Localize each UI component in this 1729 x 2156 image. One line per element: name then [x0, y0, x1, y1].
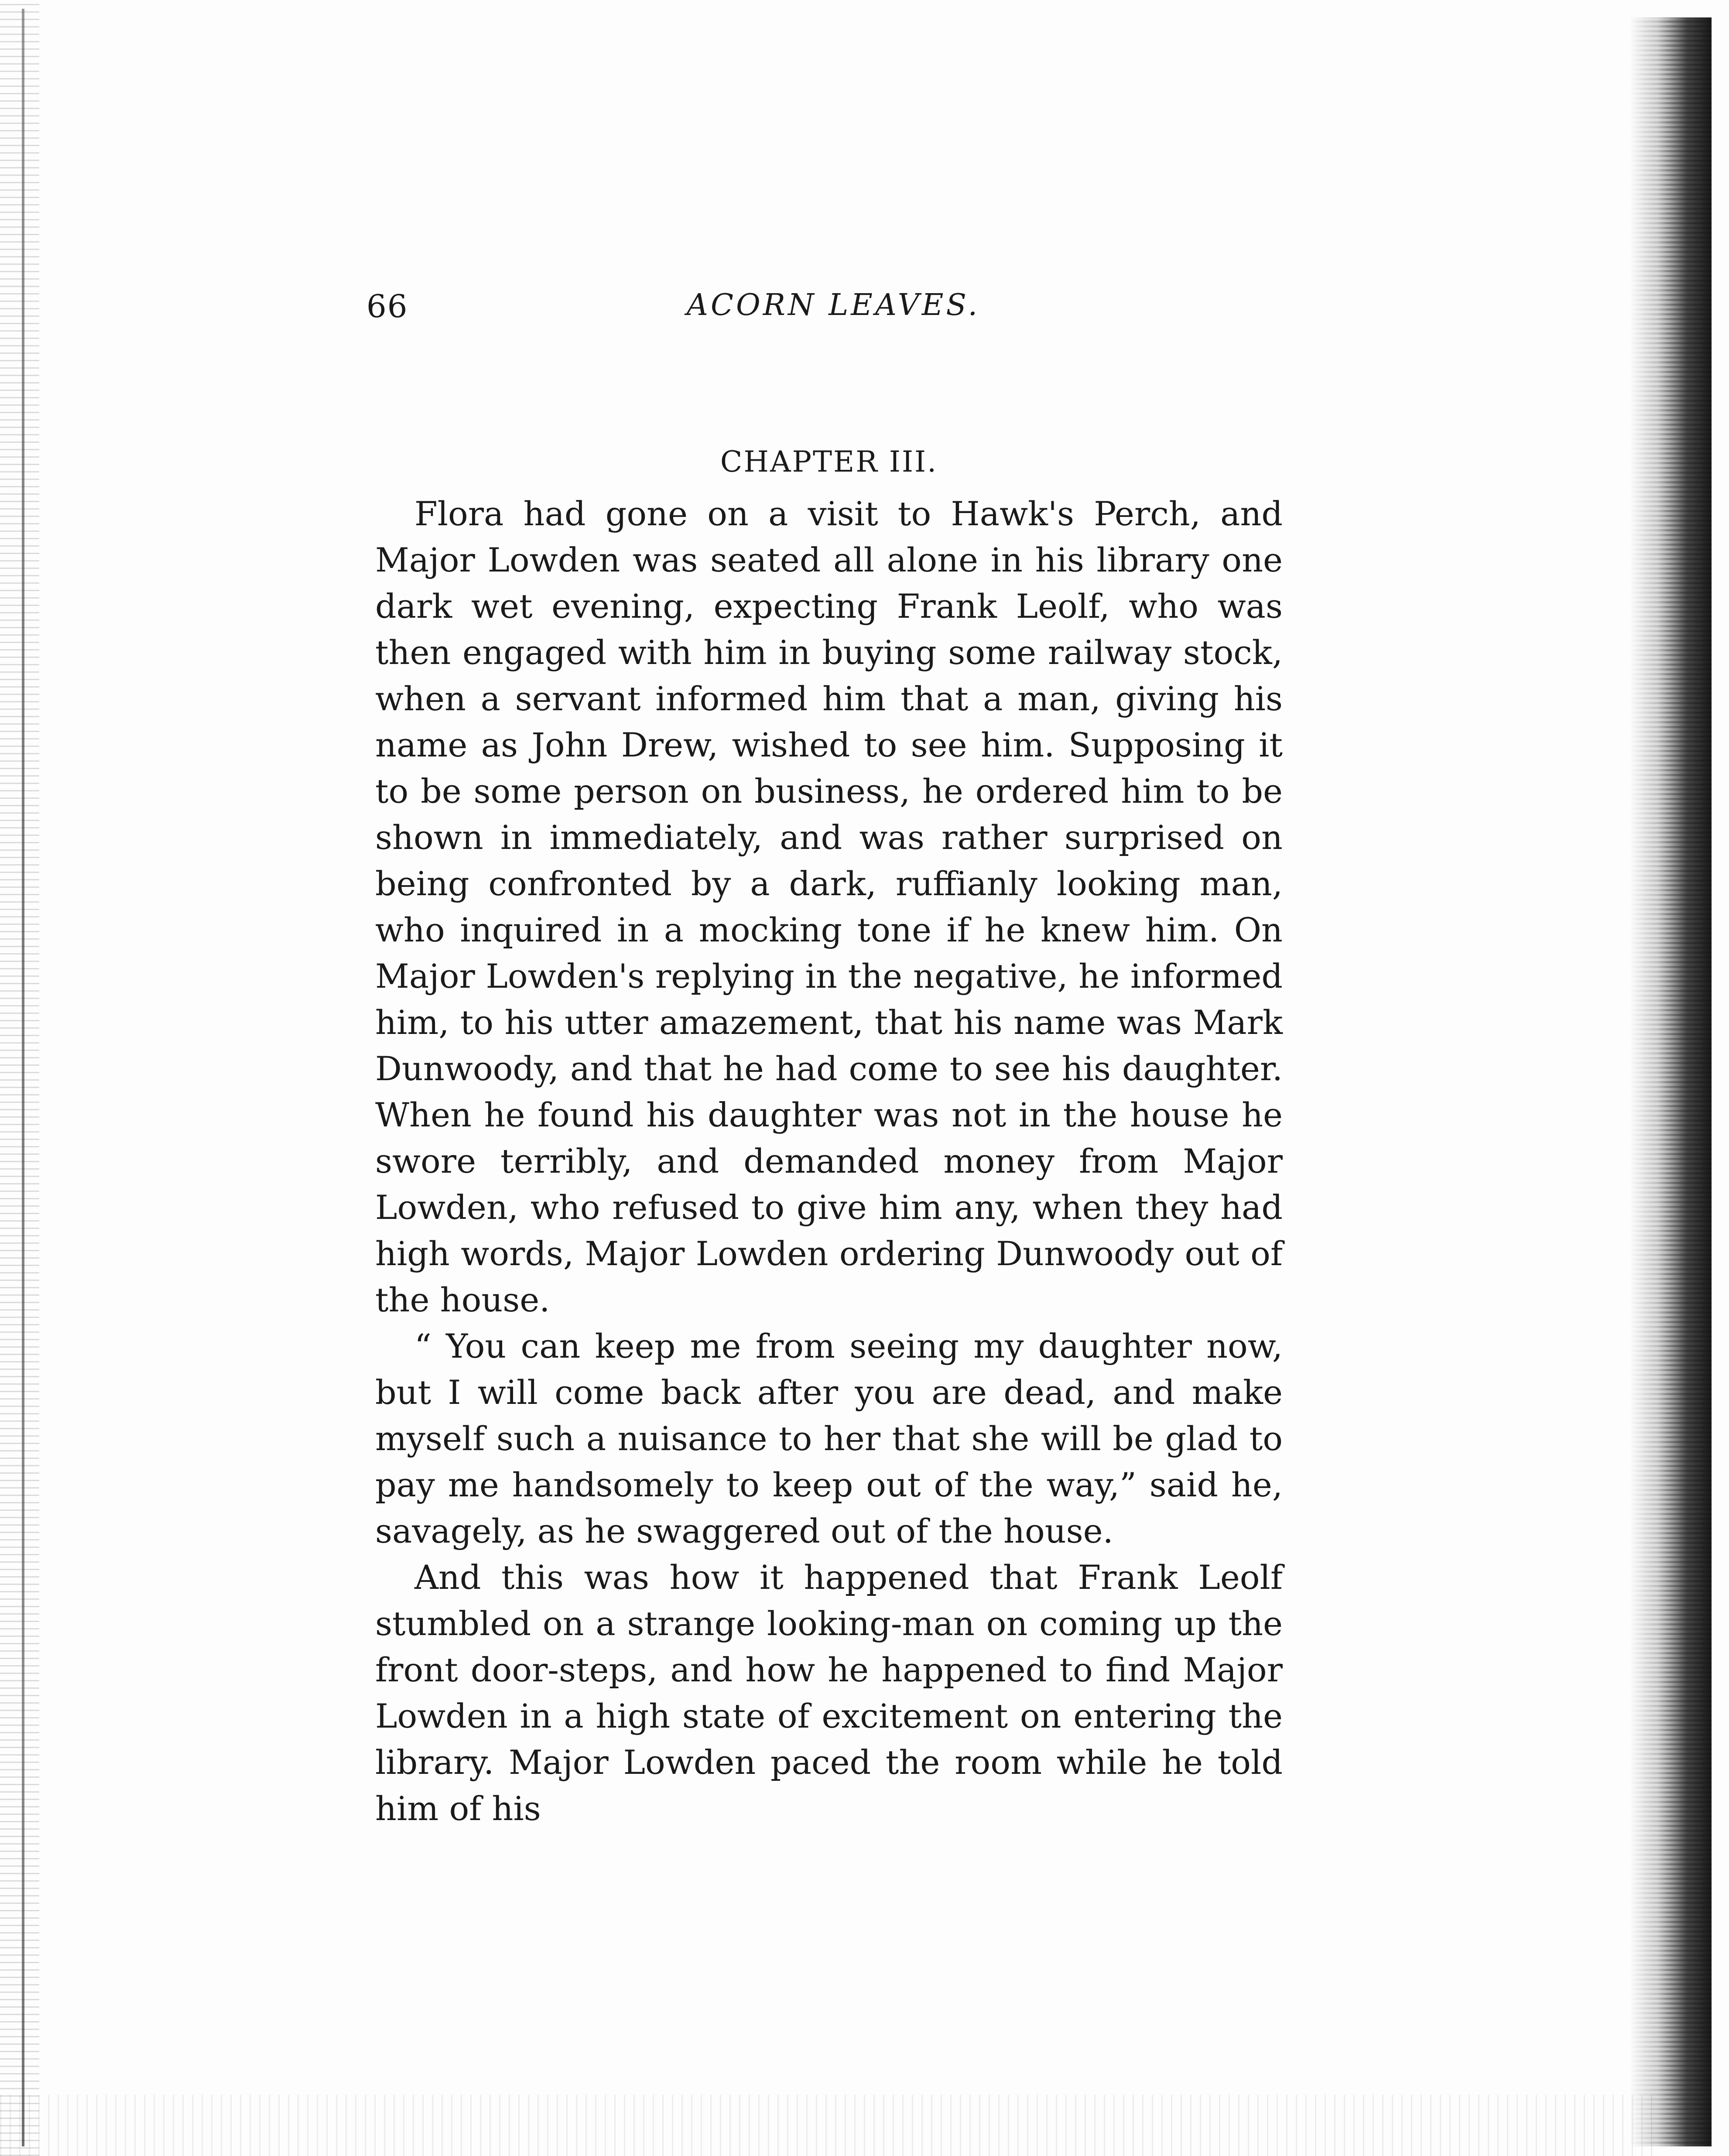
right-binding-edge — [1629, 17, 1712, 2146]
paragraph: “ You can keep me from seeing my daughter now, but I will come back after you are dead, and make myself such a nuisance to her that she will be glad to pay me handsomely to keep out of the way,” said he, savagely, as he swaggered out of the house. — [375, 1327, 1283, 1550]
running-head — [366, 288, 1291, 340]
left-binding-edge — [0, 0, 39, 2156]
left-binding-line — [22, 9, 24, 2146]
running-title: ACORN LEAVES. — [686, 288, 980, 322]
page-number: 66 — [366, 288, 408, 325]
paragraph: Flora had gone on a visit to Hawk's Perch, and Major Lowden was seated all alone in his library one dark wet evening, expecting Frank Leolf, who was then engaged with him in buying some railway stock, when a servant informed him that a man, giving his name as John Drew, wished to see him. Supposing it to be some person on business, he ordered him to be shown in immediately, and was rather surprised on being confronted by a dark, ruffianly looking man, who inquired in a mocking tone if he knew him. On Major Lowden's replying in the negative, he informed him, to his utter amazement, that his name was Mark Dunwoody, and that he had come to see his daughter. When he found his daughter was not in the house he swore terribly, and demanded money from Major Lowden, who refused to give him any, when they had high words, Major Lowden ordering Dunwoody out of the house. — [375, 494, 1283, 1319]
body-text — [375, 491, 1283, 1832]
chapter-heading: CHAPTER III. — [720, 445, 938, 479]
paragraph: And this was how it happened that Frank Leolf stumbled on a strange looking-man on coming up the front door-steps, and how he happened to find Major Lowden in a high state of excitement on entering the library. Major Lowden paced the room while he told him of his — [375, 1558, 1283, 1828]
bottom-scan-noise — [0, 2095, 1658, 2156]
